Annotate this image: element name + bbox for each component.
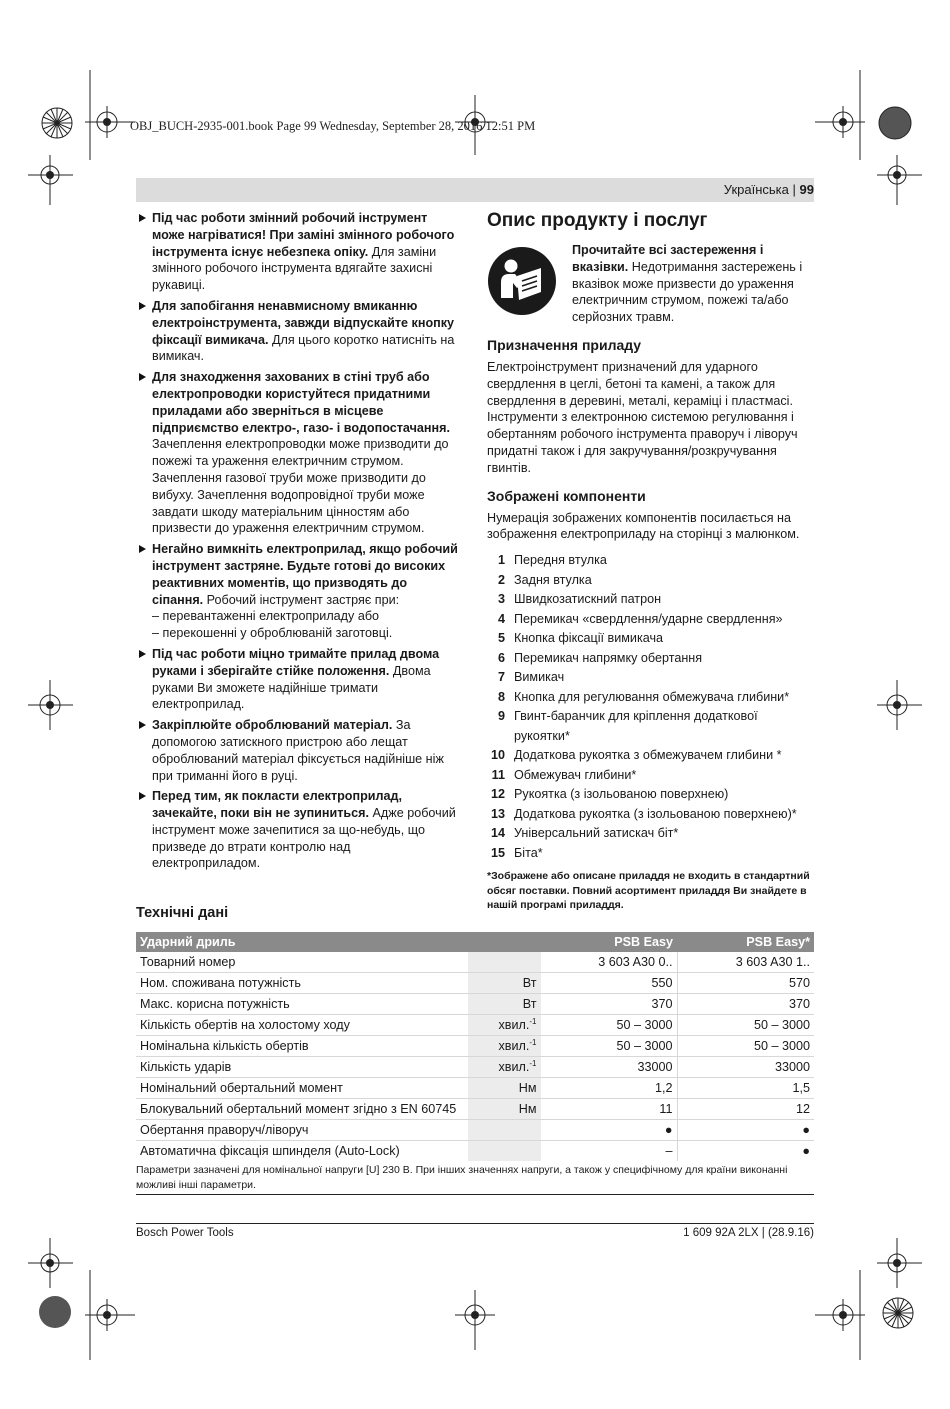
tech-row-value-1: ● — [541, 1120, 677, 1141]
list-item: 1 Передня втулка — [497, 553, 607, 568]
list-item: 8 Кнопка для регулювання обмежувача глибини* — [497, 689, 790, 704]
components-intro: Нумерація зображених компонентів посилається на зображення електроприладу на сторінці з малюнком. — [487, 510, 800, 542]
tech-data-note: Параметри зазначені для номінальної напруги [U] 230 В. При інших значеннях напруги, а також у специфічному для країни виконанні можливі інші параметри. — [136, 1164, 788, 1191]
safety-item: Негайно вимкніть електроприлад, якщо робочий інструмент застряне. Будьте готові до високих реактивних моментів, що призводять до сіпання. Робочий інструмент застряє при: – перевантаженні електроприладу або – перекошенні у оброблюваній заготовці. — [136, 541, 461, 642]
tech-row-label: Обертання праворуч/ліворуч — [136, 1120, 468, 1141]
unit-exponent: -1 — [529, 1017, 537, 1027]
table-header-row — [136, 932, 814, 952]
tech-row-value-1: 370 — [541, 994, 677, 1015]
list-item: 2 Задня втулка — [497, 572, 592, 587]
tech-row-value-1: 1,2 — [541, 1078, 677, 1099]
tech-row-unit: Нм — [468, 1078, 541, 1099]
tech-data-table — [136, 932, 814, 1161]
safety-instructions-column — [136, 210, 461, 876]
list-item: 4 Перемикач «свердлення/ударне свердлення» — [497, 611, 783, 626]
tech-row-label: Автоматична фіксація шпинделя (Auto-Lock) — [140, 1144, 400, 1158]
tech-row-unit — [468, 1141, 541, 1162]
list-item: 15 Біта* — [490, 845, 543, 860]
tech-row-unit — [468, 952, 541, 973]
safety-item: Перед тим, як покласти електроприлад, зачекайте, поки він не зупиниться. Адже робочий інструмент може зачепитися за що-небудь, що призведе до втрати контролю над електроприладом. — [136, 788, 461, 872]
crosshair-mark-left-upper — [28, 155, 78, 205]
tech-row-value-2: 33000 — [677, 1057, 814, 1078]
section-title: Опис продукту і послуг — [487, 210, 708, 231]
tech-row-value-2: 370 — [677, 994, 814, 1015]
safety-item: Під час роботи міцно тримайте прилад двома руками і зберігайте стійке положення. Двома руками Ви зможете надійніше тримати електроприлад. — [136, 646, 461, 713]
list-item: 3 Швидкозатискний патрон — [497, 592, 662, 607]
tech-row-unit: хвил.$^{-1}$ — [468, 1036, 541, 1057]
crosshair-mark-bottom-left — [85, 1270, 135, 1360]
safety-item: Для запобігання ненавмисному вмиканню електроінструмента, завжди відпускайте кнопку фіксації вимикача. Для цього коротко натисніть на вимикач. — [136, 298, 461, 365]
footer-doc-number: 1 609 92A 2LX | (28.9.16) — [683, 1227, 814, 1239]
tech-row-unit: Вт — [468, 994, 541, 1015]
tech-row-label: Номінальний обертальний момент — [136, 1078, 468, 1099]
tech-row-value-2: 3 603 A30 1.. — [677, 952, 814, 973]
tech-row-value-2: 570 — [677, 973, 814, 994]
table-row — [136, 973, 814, 994]
tech-row-label: Макс. корисна потужність — [136, 994, 468, 1015]
table-row — [136, 1057, 814, 1078]
tech-data-title: Технічні дані — [136, 905, 229, 921]
table-row — [136, 952, 814, 973]
list-item: 14 Універсальний затискач біт* — [490, 826, 679, 841]
safety-item: Для знаходження захованих в стіні труб або електропроводки користуйтеся придатними приладами або зверніться в місцеве підприємство електро-, газо- і водопостачання. Зачеплення електропроводки може призводити до пожежі та ураження електричним струмом. Зачеплення газової труби може призводити до вибуху. Зачеплення водопровідної труби може завдати шкоду матеріальним цінностям або призвести до ураження електричним струмом. — [136, 369, 461, 537]
gray-dot-mark-top-right — [870, 100, 920, 150]
registration-mark-top-left — [30, 95, 90, 155]
tech-row-label: Номінальна кількість обертів — [136, 1036, 468, 1057]
list-item: 12 Рукоятка (з ізольованою поверхнею) — [490, 787, 729, 802]
tech-row-value-1: – — [541, 1141, 677, 1162]
list-item: 7 Вимикач — [497, 670, 565, 685]
unit-exponent: -1 — [529, 1038, 537, 1048]
registration-mark-bottom-right — [868, 1285, 928, 1345]
crosshair-mark-left-middle — [28, 680, 78, 730]
tech-row-unit: хвил.$^{-1}$ — [468, 1015, 541, 1036]
list-item: 13 Додаткова рукоятка (з ізольованою поверхнею)* — [490, 806, 797, 821]
table-header-model-2: PSB Easy* — [677, 932, 814, 952]
tech-row-value-1: 550 — [541, 973, 677, 994]
safety-item: Під час роботи змінний робочий інструмент може нагріватися! При заміні змінного робочого інструмента існує небезпека опіку. Для заміни змінного робочого інструмента вдягайте захисні рукавиці. — [136, 210, 461, 294]
tech-row-label: Кількість ударів — [136, 1057, 468, 1078]
list-item: 10 Додаткова рукоятка з обмежувачем глибини * — [490, 748, 782, 763]
product-description-column — [487, 210, 814, 913]
tech-row-value-2: ● — [802, 1144, 810, 1158]
tech-row-value-1: 3 603 A30 0.. — [541, 952, 677, 973]
gray-dot-mark-bottom-left — [30, 1285, 80, 1335]
header-band — [136, 178, 814, 202]
tech-row-label: Товарний номер — [136, 952, 468, 973]
footer-brand: Bosch Power Tools — [136, 1227, 234, 1239]
list-item: 9 Гвинт-баранчик для кріплення додаткової рукоятки* — [497, 709, 758, 743]
crosshair-mark-top-left — [85, 70, 135, 160]
accessories-footnote: *Зображене або описане приладдя не входить в стандартний обсяг поставки. Повний асортимент приладдя Ви знайдете в нашій програмі приладдя. — [487, 870, 810, 912]
purpose-heading: Призначення приладу — [487, 336, 642, 353]
tech-row-label: Ном. споживана потужність — [136, 973, 468, 994]
crosshair-mark-right-upper — [872, 155, 922, 205]
page-number: 99 — [799, 182, 814, 197]
tech-row-label: Блокувальний обертальний момент згідно з EN 60745 — [136, 1099, 468, 1120]
table-header-name: Ударний дриль — [136, 932, 541, 952]
tech-row-unit: хвил.$^{-1}$ — [468, 1057, 541, 1078]
table-row — [136, 1099, 814, 1120]
safety-subline: – перекошенні у оброблюваній заготовці. — [152, 626, 393, 641]
tech-row-value-1: 33000 — [541, 1057, 677, 1078]
tech-row-value-2: 50 – 3000 — [677, 1015, 814, 1036]
list-item: 11 Обмежувач глибини* — [491, 767, 637, 782]
table-row — [136, 1078, 814, 1099]
tech-row-value-1: 50 – 3000 — [541, 1015, 677, 1036]
warning-text: Недотримання застережень і вказівок може призвести до ураження електричним струмом, пожежі та/або серйозних травм. — [572, 259, 803, 325]
section-rule — [136, 1194, 814, 1195]
crosshair-mark-right-lower — [872, 1238, 922, 1288]
table-row — [136, 1015, 814, 1036]
read-instructions-warning — [487, 242, 814, 326]
table-header-model-1: PSB Easy — [541, 932, 677, 952]
tech-row-value-2: ● — [677, 1120, 814, 1141]
list-item: 6 Перемикач напрямку обертання — [497, 650, 703, 665]
table-row — [136, 1120, 814, 1141]
running-header — [724, 182, 814, 197]
table-row — [136, 1036, 814, 1057]
table-row — [136, 994, 814, 1015]
crosshair-mark-top-right — [815, 70, 865, 160]
header-separator: | — [792, 182, 796, 197]
list-item: 5 Кнопка фіксації вимикача — [497, 631, 664, 646]
tech-row-value-2: 1,5 — [677, 1078, 814, 1099]
crosshair-mark-right-middle — [872, 680, 922, 730]
footer-rule — [136, 1223, 814, 1224]
header-language: Українська — [723, 182, 789, 197]
tech-row-unit: Вт — [468, 973, 541, 994]
tech-table-body — [136, 952, 814, 1161]
crosshair-mark-left-lower — [28, 1238, 78, 1288]
crosshair-mark-bottom-right — [815, 1270, 865, 1360]
purpose-text: Електроінструмент призначений для ударного свердлення в цеглі, бетоні та камені, а також для свердлення в деревині, металі, кераміці і пластмасі. Інструменти з електронною системою регулювання і обертанням робочого інструмента праворуч і ліворуч придатні також і для закручування/розкручування гвинтів. — [487, 359, 798, 475]
tech-row-label: Кількість обертів на холостому ходу — [136, 1015, 468, 1036]
tech-row-value-2: 12 — [677, 1099, 814, 1120]
tech-row-unit: Нм — [468, 1099, 541, 1120]
unit-exponent: -1 — [529, 1059, 537, 1069]
safety-subline: – перевантаженні електроприладу або — [152, 609, 380, 624]
crosshair-mark-bottom-center — [450, 1290, 500, 1350]
read-manual-icon — [487, 246, 557, 316]
print-info-line: OBJ_BUCH-2935-001.book Page 99 Wednesday, September 28, 2016 12:51 PM — [130, 119, 536, 133]
tech-row-value-1: 11 — [541, 1099, 677, 1120]
components-heading: Зображені компоненти — [487, 487, 646, 504]
warning-bold: Прочитайте всі застереження і вказівки. — [572, 243, 764, 274]
tech-row-unit — [468, 1120, 541, 1141]
components-list — [487, 551, 814, 863]
safety-item: Закріплюйте оброблюваний матеріал. За допомогою затискного пристрою або лещат оброблюваний матеріал фіксується надійніше ніж при триманні його в руці. — [136, 717, 461, 784]
tech-row-value-2: 50 – 3000 — [677, 1036, 814, 1057]
tech-row-value-1: 50 – 3000 — [541, 1036, 677, 1057]
table-row — [136, 1141, 814, 1162]
